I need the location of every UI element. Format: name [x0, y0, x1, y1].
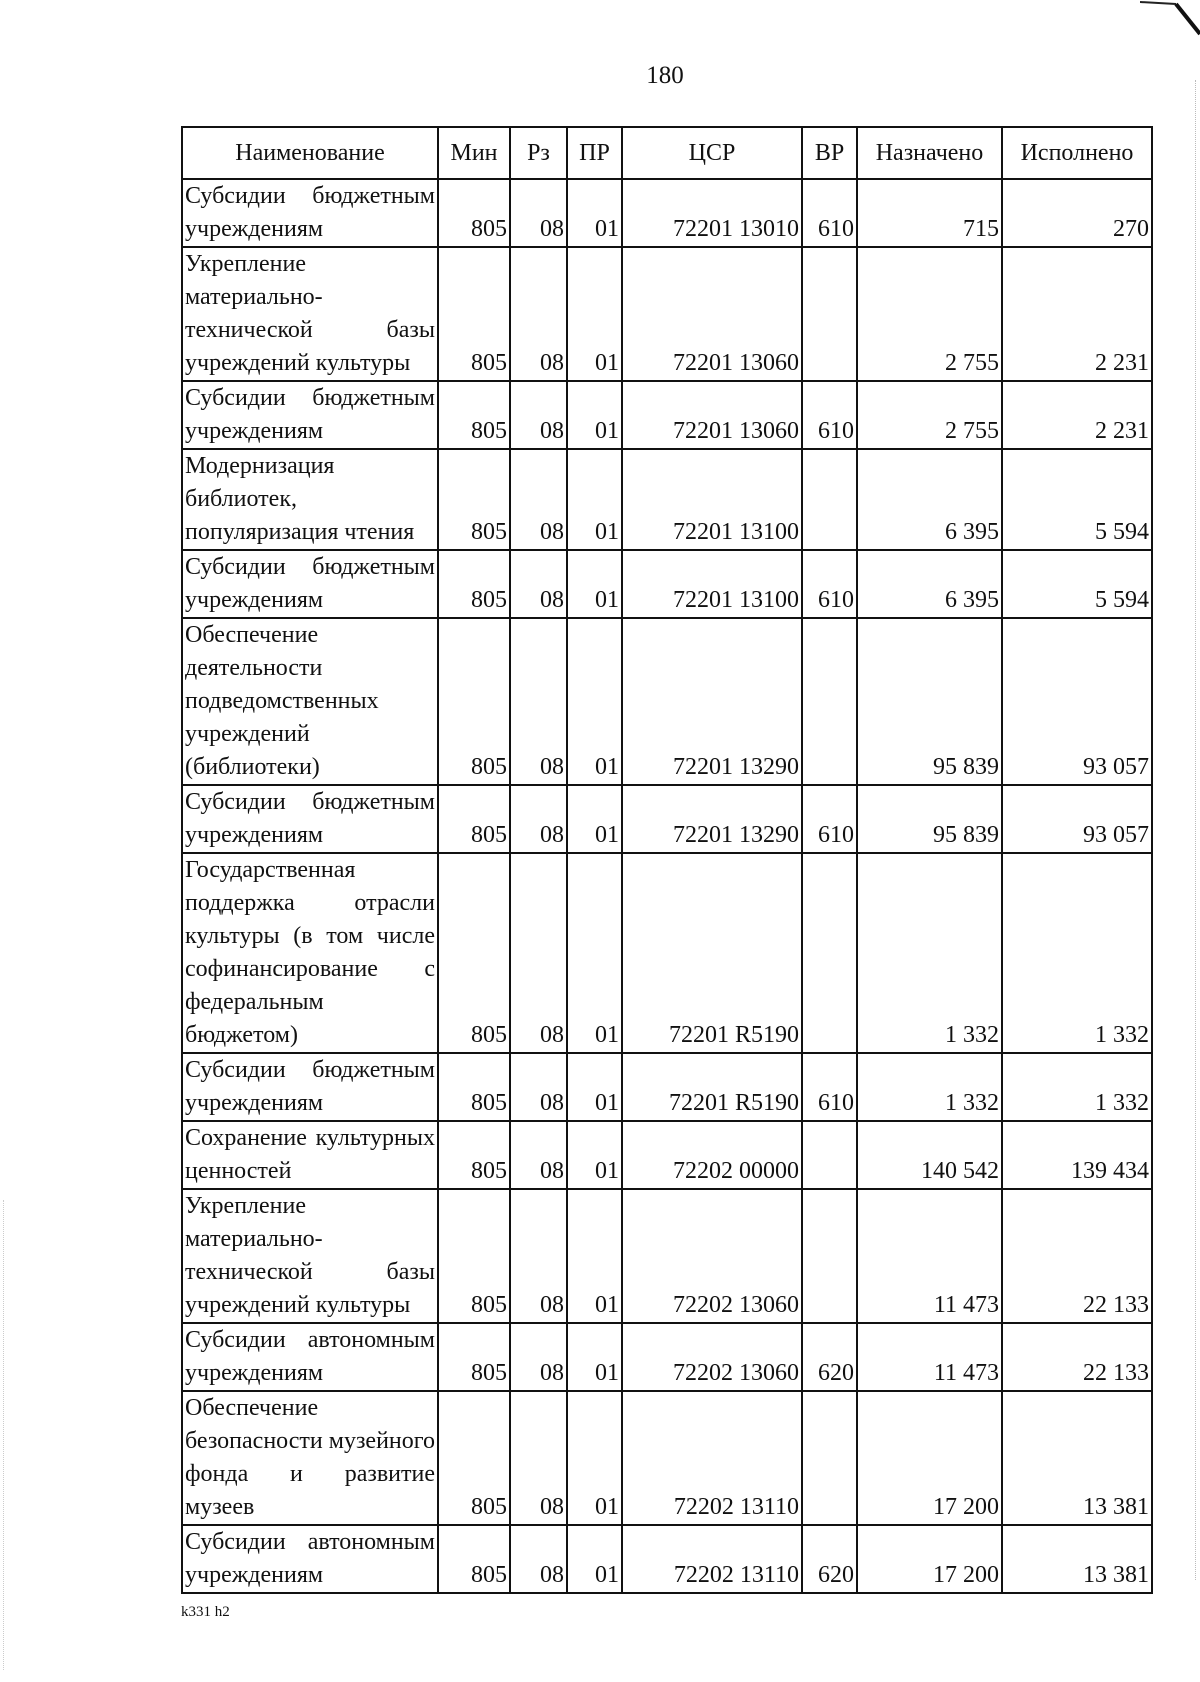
cell-planned: 11 473 — [857, 1189, 1002, 1323]
cell-min: 805 — [438, 381, 510, 449]
cell-vr: 620 — [802, 1323, 857, 1391]
cell-pr: 01 — [567, 550, 622, 618]
cell-min: 805 — [438, 1525, 510, 1593]
cell-executed: 139 434 — [1002, 1121, 1152, 1189]
cell-rz: 08 — [510, 618, 567, 785]
header-min: Мин — [438, 127, 510, 179]
cell-executed: 93 057 — [1002, 618, 1152, 785]
cell-min: 805 — [438, 618, 510, 785]
cell-rz: 08 — [510, 550, 567, 618]
cell-name: Укрепление материально-технической базы учреждений культуры — [182, 247, 438, 381]
cell-rz: 08 — [510, 449, 567, 550]
cell-name: Субсидии бюджетным учреждениям — [182, 179, 438, 247]
header-csr: ЦСР — [622, 127, 802, 179]
cell-planned: 95 839 — [857, 785, 1002, 853]
cell-pr: 01 — [567, 1121, 622, 1189]
cell-planned: 2 755 — [857, 247, 1002, 381]
cell-csr: 72202 00000 — [622, 1121, 802, 1189]
cell-rz: 08 — [510, 853, 567, 1053]
cell-rz: 08 — [510, 247, 567, 381]
header-pr: ПР — [567, 127, 622, 179]
header-name: Наименование — [182, 127, 438, 179]
cell-name: Субсидии бюджетным учреждениям — [182, 785, 438, 853]
cell-csr: 72201 13290 — [622, 618, 802, 785]
cell-executed: 1 332 — [1002, 1053, 1152, 1121]
table-row — [182, 449, 1152, 550]
cell-csr: 72201 R5190 — [622, 853, 802, 1053]
cell-vr: 610 — [802, 785, 857, 853]
footer-code: k331 h2 — [181, 1604, 230, 1620]
cell-planned: 6 395 — [857, 449, 1002, 550]
cell-executed: 13 381 — [1002, 1525, 1152, 1593]
cell-min: 805 — [438, 853, 510, 1053]
cell-csr: 72201 R5190 — [622, 1053, 802, 1121]
table-row — [182, 1391, 1152, 1525]
cell-pr: 01 — [567, 247, 622, 381]
table-row — [182, 247, 1152, 381]
cell-executed: 2 231 — [1002, 381, 1152, 449]
cell-name: Государственная поддержка отрасли культуры (в том числе софинансирование с федеральным бюджетом) — [182, 853, 438, 1053]
cell-executed: 1 332 — [1002, 853, 1152, 1053]
cell-executed: 22 133 — [1002, 1323, 1152, 1391]
budget-table — [181, 126, 1153, 1594]
cell-pr: 01 — [567, 1391, 622, 1525]
cell-min: 805 — [438, 247, 510, 381]
cell-vr — [802, 618, 857, 785]
cell-name: Сохранение культурных ценностей — [182, 1121, 438, 1189]
cell-executed: 93 057 — [1002, 785, 1152, 853]
cell-planned: 17 200 — [857, 1525, 1002, 1593]
cell-planned: 140 542 — [857, 1121, 1002, 1189]
header-vr: ВР — [802, 127, 857, 179]
cell-min: 805 — [438, 179, 510, 247]
cell-name: Обеспечение безопасности музейного фонда и развитие музеев — [182, 1391, 438, 1525]
cell-name: Субсидии бюджетным учреждениям — [182, 550, 438, 618]
cell-rz: 08 — [510, 179, 567, 247]
cell-planned: 1 332 — [857, 1053, 1002, 1121]
cell-min: 805 — [438, 1391, 510, 1525]
cell-min: 805 — [438, 785, 510, 853]
cell-pr: 01 — [567, 618, 622, 785]
cell-csr: 72202 13110 — [622, 1525, 802, 1593]
cell-pr: 01 — [567, 1525, 622, 1593]
cell-csr: 72202 13110 — [622, 1391, 802, 1525]
page-number: 180 — [646, 62, 684, 89]
cell-rz: 08 — [510, 1189, 567, 1323]
cell-pr: 01 — [567, 1189, 622, 1323]
scan-edge-right — [1193, 80, 1196, 1580]
table-row — [182, 1053, 1152, 1121]
cell-planned: 95 839 — [857, 618, 1002, 785]
cell-vr — [802, 1121, 857, 1189]
cell-csr: 72202 13060 — [622, 1189, 802, 1323]
cell-rz: 08 — [510, 1053, 567, 1121]
cell-planned: 1 332 — [857, 853, 1002, 1053]
cell-name: Модернизация библиотек, популяризация чтения — [182, 449, 438, 550]
cell-csr: 72201 13290 — [622, 785, 802, 853]
cell-vr — [802, 449, 857, 550]
cell-min: 805 — [438, 449, 510, 550]
cell-name: Субсидии автономным учреждениям — [182, 1525, 438, 1593]
table-row — [182, 1121, 1152, 1189]
table-body — [182, 179, 1152, 1593]
cell-pr: 01 — [567, 785, 622, 853]
cell-executed: 5 594 — [1002, 449, 1152, 550]
header-rz: Рз — [510, 127, 567, 179]
cell-csr: 72201 13060 — [622, 381, 802, 449]
cell-csr: 72201 13100 — [622, 550, 802, 618]
cell-pr: 01 — [567, 449, 622, 550]
cell-rz: 08 — [510, 381, 567, 449]
cell-vr — [802, 247, 857, 381]
scan-corner-mark — [1140, 0, 1200, 36]
cell-name: Обеспечение деятельности подведомственных учреждений (библиотеки) — [182, 618, 438, 785]
table-row — [182, 1189, 1152, 1323]
cell-vr: 610 — [802, 179, 857, 247]
cell-planned: 6 395 — [857, 550, 1002, 618]
cell-min: 805 — [438, 1323, 510, 1391]
cell-executed: 270 — [1002, 179, 1152, 247]
cell-planned: 2 755 — [857, 381, 1002, 449]
cell-vr — [802, 853, 857, 1053]
cell-pr: 01 — [567, 853, 622, 1053]
cell-csr: 72201 13100 — [622, 449, 802, 550]
cell-vr: 610 — [802, 1053, 857, 1121]
cell-planned: 715 — [857, 179, 1002, 247]
scan-edge-left — [3, 1200, 6, 1670]
cell-rz: 08 — [510, 1525, 567, 1593]
cell-min: 805 — [438, 550, 510, 618]
cell-min: 805 — [438, 1053, 510, 1121]
header-executed: Исполнено — [1002, 127, 1152, 179]
cell-vr — [802, 1391, 857, 1525]
cell-rz: 08 — [510, 1323, 567, 1391]
cell-vr: 610 — [802, 550, 857, 618]
table-row — [182, 853, 1152, 1053]
table-header-row — [182, 127, 1152, 179]
cell-csr: 72202 13060 — [622, 1323, 802, 1391]
cell-name: Субсидии автономным учреждениям — [182, 1323, 438, 1391]
cell-rz: 08 — [510, 785, 567, 853]
cell-vr: 620 — [802, 1525, 857, 1593]
table-row — [182, 550, 1152, 618]
cell-pr: 01 — [567, 1323, 622, 1391]
cell-name: Укрепление материально-технической базы учреждений культуры — [182, 1189, 438, 1323]
table-row — [182, 1525, 1152, 1593]
cell-pr: 01 — [567, 1053, 622, 1121]
table-row — [182, 1323, 1152, 1391]
cell-planned: 17 200 — [857, 1391, 1002, 1525]
cell-vr: 610 — [802, 381, 857, 449]
table-row — [182, 618, 1152, 785]
cell-pr: 01 — [567, 179, 622, 247]
cell-executed: 13 381 — [1002, 1391, 1152, 1525]
cell-min: 805 — [438, 1121, 510, 1189]
cell-executed: 22 133 — [1002, 1189, 1152, 1323]
table-row — [182, 785, 1152, 853]
cell-pr: 01 — [567, 381, 622, 449]
cell-min: 805 — [438, 1189, 510, 1323]
cell-vr — [802, 1189, 857, 1323]
cell-csr: 72201 13010 — [622, 179, 802, 247]
cell-rz: 08 — [510, 1391, 567, 1525]
cell-name: Субсидии бюджетным учреждениям — [182, 1053, 438, 1121]
header-planned: Назначено — [857, 127, 1002, 179]
table-row — [182, 381, 1152, 449]
cell-name: Субсидии бюджетным учреждениям — [182, 381, 438, 449]
cell-executed: 5 594 — [1002, 550, 1152, 618]
cell-rz: 08 — [510, 1121, 567, 1189]
cell-csr: 72201 13060 — [622, 247, 802, 381]
table-row — [182, 179, 1152, 247]
cell-executed: 2 231 — [1002, 247, 1152, 381]
cell-planned: 11 473 — [857, 1323, 1002, 1391]
